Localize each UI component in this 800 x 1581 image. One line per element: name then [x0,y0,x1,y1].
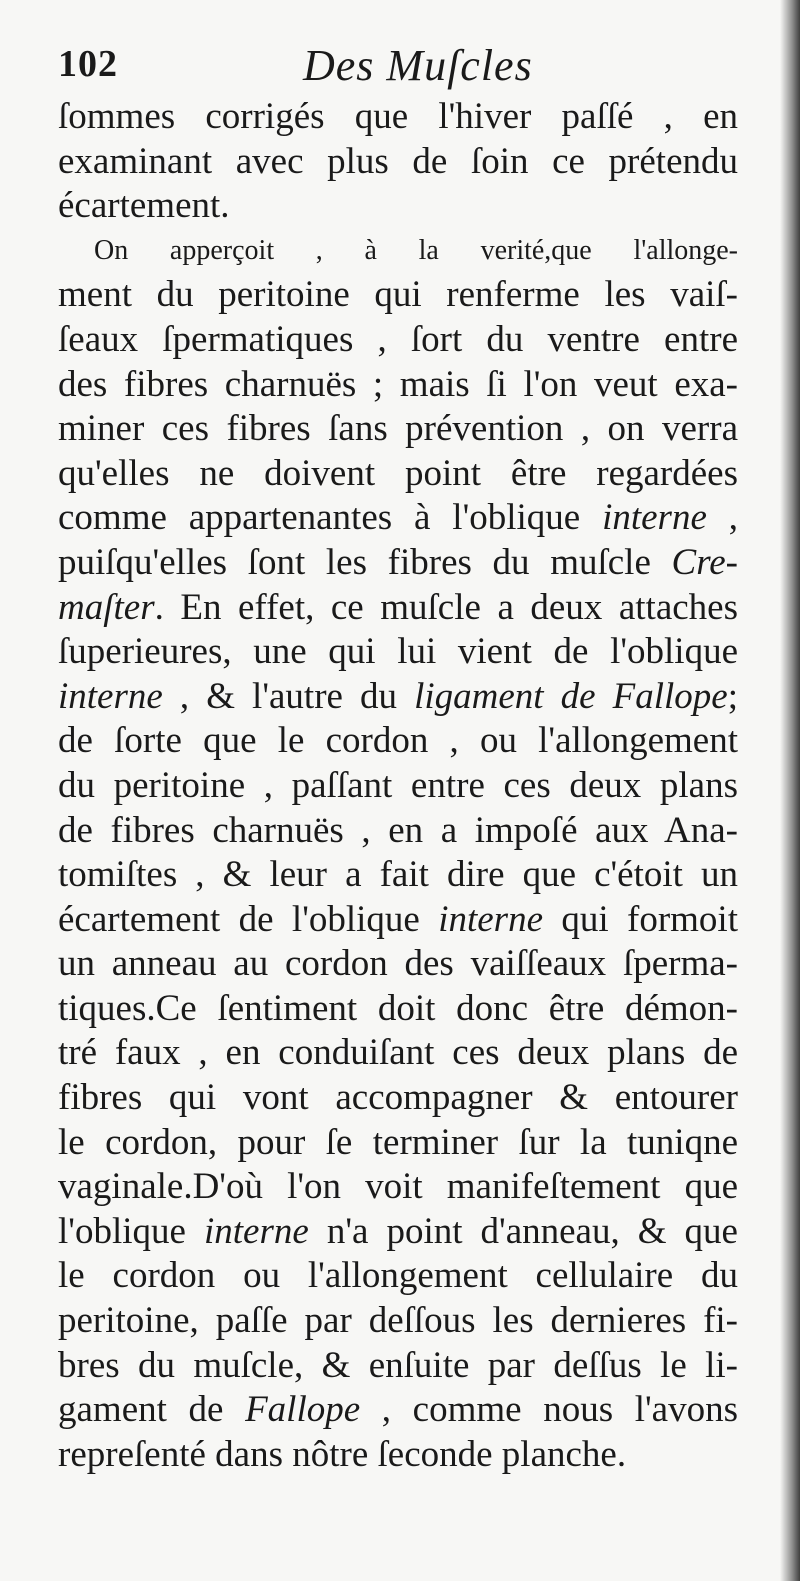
text-line [58,586,738,631]
text-line [58,764,738,809]
text-line [58,853,738,898]
page-edge-shadow [780,0,800,1581]
text-run: repreſenté dans nôtre ſeconde planche. [58,1433,627,1475]
text-run: puiſqu'elles ſont les fibres du muſcle [58,541,672,583]
text-run: un anneau au cordon des vaiſſeaux ſperma- [58,943,738,985]
text-line [58,496,738,541]
text-run: écartement de l'oblique [58,898,439,940]
text-run: du peritoine , paſſant entre ces deux plans [58,764,738,806]
italic-text: interne [58,675,163,717]
text-line [58,363,738,408]
italic-text: ligament de Fallope [414,675,728,717]
text-run: comme appartenantes à l'oblique [58,497,603,539]
page-header [58,42,758,102]
text-line [58,942,738,987]
text-run: le cordon ou l'allongement cellulaire du [58,1255,738,1297]
text-line [58,809,738,854]
text-line [58,987,738,1032]
text-run: le cordon, pour ſe terminer ſur la tuniqne [58,1121,738,1163]
text-line [58,1165,738,1210]
text-run: . En effet, ce muſcle a deux attaches [154,586,738,628]
text-run: vaginale.D'où l'on voit manifeſtement que [58,1166,738,1208]
italic-text: interne [203,1210,309,1252]
running-title: Des Muſcles [303,41,533,90]
text-run: tiques.Ce ſentiment doit donc être démon- [58,987,738,1029]
text-line [58,1121,738,1166]
text-run: écartement. [58,185,230,227]
text-line [58,184,738,229]
text-run: examinant avec plus de ſoin ce prétendu [58,140,738,182]
text-run: n'a point d'anneau, & que [308,1210,738,1252]
text-line [58,1210,738,1255]
text-run: ſuperieures, une qui lui vient de l'oblique [58,631,738,673]
text-run: peritoine, paſſe par deſſous les dernieres fi- [58,1300,738,1342]
text-run: l'oblique [58,1210,204,1252]
text-line [58,1076,738,1121]
text-run: tomiſtes , & leur a fait dire que c'étoit un [58,854,738,896]
text-line [58,318,738,363]
text-run: ſommes corrigés que l'hiver paſſé , en [58,96,738,137]
text-run: qu'elles ne doivent point être regardées [58,452,738,494]
text-run: tré faux , en conduiſant ces deux plans de [58,1032,738,1074]
text-line [58,719,738,764]
text-line [58,452,738,497]
text-line [58,229,738,274]
italic-text: maſter [58,586,155,628]
text-run: ; [727,675,739,717]
body-text [58,95,738,1477]
text-run: , & l'autre du [162,675,415,717]
text-run: des fibres charnuës ; mais ſi l'on veut exa- [58,363,738,405]
text-line [58,1433,738,1478]
text-run: gament de [58,1389,246,1431]
text-run: fibres qui vont accompagner & entourer [58,1077,738,1119]
text-line [58,1344,738,1389]
text-line [58,140,738,185]
text-run: qui formoit [543,898,738,940]
text-line [58,630,738,675]
text-run: de fibres charnuës , en a impoſé aux Ana- [58,809,738,851]
text-run: ſeaux ſpermatiques , ſort du ventre entre [58,318,738,360]
text-line [58,541,738,586]
text-run: On apperçoit , à la verité,que l'allonge- [94,234,738,266]
text-run: , comme nous l'avons [360,1389,738,1431]
text-line [58,1299,738,1344]
text-line [58,1388,738,1433]
text-line [58,273,738,318]
italic-text: interne [602,497,707,539]
text-run: , [706,497,738,539]
text-line [58,1254,738,1299]
page-number: 102 [58,43,118,85]
text-line [58,407,738,452]
text-run: ment du peritoine qui renferme les vaiſ- [58,274,738,316]
text-line [58,898,738,943]
text-line [58,95,738,140]
text-line [58,1031,738,1076]
text-run: de ſorte que le cordon , ou l'allongement [58,720,738,762]
text-line [58,675,738,720]
text-run: bres du muſcle, & enſuite par deſſus le li- [58,1344,738,1386]
italic-text: Fallope [245,1389,361,1431]
italic-text: Cre- [671,541,738,583]
text-run: miner ces fibres ſans prévention , on verra [58,408,738,450]
italic-text: interne [438,898,544,940]
